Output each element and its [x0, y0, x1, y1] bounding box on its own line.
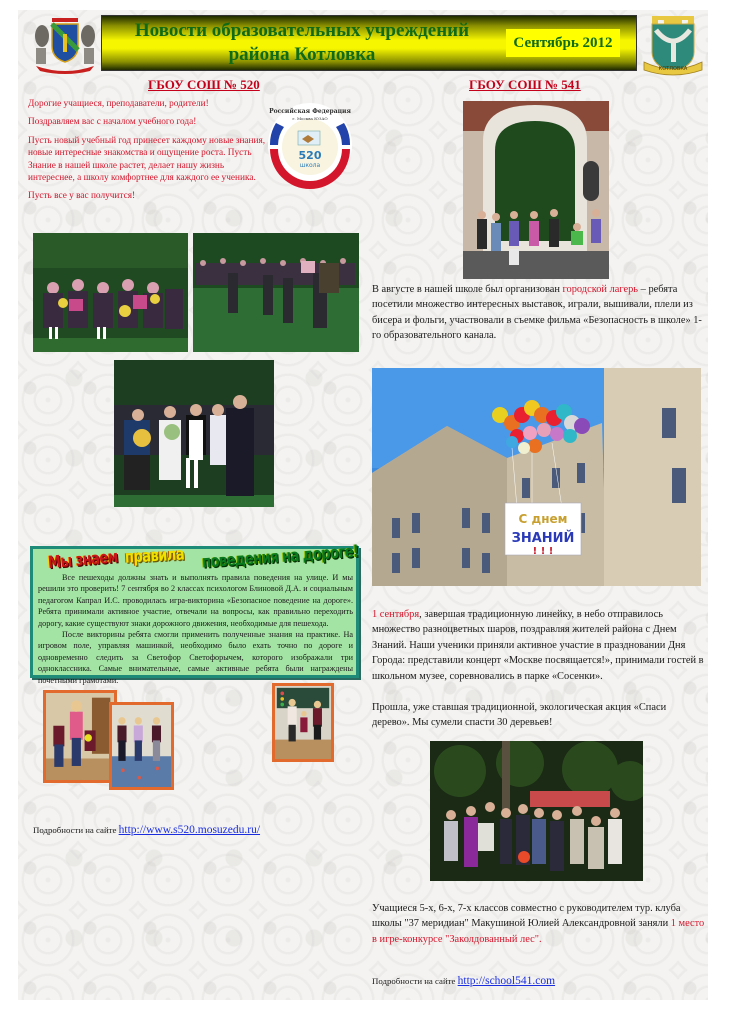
wordart-we-know: Мы знаем: [47, 547, 119, 574]
coat-of-arms-kotlovka-icon: [640, 12, 706, 80]
quiz-teacher-with-children-photo: [43, 690, 117, 783]
road-safety-paragraph-2: После викторины ребята смогли применить полученные знания на практике. На игровом поле, управляя машинкой, необходимо было ехать точно по дороге и одновременно следить за Светофор Светофорычем, которого изображали три одноклассника. Самые внимательные, самые активные ребята были награждены почетными грамотами.: [38, 630, 353, 685]
school-541-website-link[interactable]: http://school541.com: [457, 975, 556, 987]
summer-camp-text: [372, 282, 705, 344]
svg-text:ЗНАНИЙ: ЗНАНИЙ: [511, 531, 575, 546]
camp-text-intro: В августе в нашей школе был организован: [372, 284, 563, 295]
school-541-heading[interactable]: ГБОУ СОШ № 541: [469, 77, 581, 92]
svg-text:С днем: С днем: [518, 512, 568, 526]
sept-text-body: , завершая традиционную линейку, в небо отправилось множество разноцветных шаров, поздравляя жителей района с Днем Знаний. Наши ученики приняли активное участие в праздновании Дня Города: представили концерт «Москве посвящается!», принимали гостей в школьном музее, соревновались в парке «Сосенки».: [372, 609, 704, 682]
tour-club-text: [372, 901, 705, 947]
eco-action-text: Прошла, уже ставшая традиционной, экологическая акция «Спаси дерево». Мы сумели спасти 30 деревьев!: [372, 702, 667, 729]
school-541-details: [372, 974, 705, 989]
school-520-logo: [266, 101, 354, 189]
newsletter-banner: [101, 15, 637, 71]
graduates-with-flowers-photo: [114, 360, 274, 507]
details-label: Подробности на сайте: [372, 976, 458, 986]
greeting-line-3: Пусть новый учебный год принесет каждому новые знания, новые интересные знакомства и ощущение роста. Пусть Знание в нашей школе растет, делает нашу жизнь интереснее, а школу комфортнее для каждого ее ученика.: [28, 135, 266, 184]
camp-text-highlight: городской лагерь: [562, 284, 639, 295]
coat-of-arms-left-icon: [28, 14, 102, 74]
quiz-game-field-photo: [109, 702, 174, 790]
greeting-line-4: Пусть все у вас получится!: [28, 191, 136, 202]
enchanted-forest-group-photo: [430, 741, 643, 881]
summer-camp-group-at-gate-photo: [463, 101, 609, 279]
camp-text-body: – ребята посетили множество интересных выставок, играли, вышивали, плели из бисера и фольги, участвовали в съемке фильма «Безопасность в школе» 1-го образовательного канала.: [372, 284, 702, 342]
knowledge-day-text: [372, 607, 705, 684]
students-march-on-field-photo: [193, 233, 359, 352]
greeting-block: [28, 98, 268, 209]
issue-date-badge: Сентябрь 2012: [506, 29, 620, 57]
svg-text:520: 520: [298, 149, 322, 162]
club-text-body: Учащиеся 5-х, 6-х, 7-х классов совместно с руководителем тур. клуба школы "37 меридиан" Макушиной Юлией Александровной заняли: [372, 903, 681, 930]
school-520-details: [33, 823, 353, 838]
details-label: Подробности на сайте: [33, 825, 119, 835]
svg-text:г. Москва ЮЗАО: г. Москва ЮЗАО: [292, 116, 328, 121]
knowledge-day-balloons-photo: [372, 368, 701, 586]
wordart-rules: правила: [124, 545, 185, 568]
school-520-website-link[interactable]: http://www.s520.mosuzedu.ru/: [118, 824, 261, 836]
svg-text:школа: школа: [299, 162, 321, 169]
road-safety-text: [38, 572, 353, 686]
title-line-1: Новости образовательных учреждений: [134, 20, 470, 41]
school-520-heading[interactable]: ГБОУ СОШ № 520: [148, 77, 260, 92]
first-grade-line-ceremony-photo: [33, 233, 188, 352]
sept-date-highlight: 1 сентября: [372, 609, 420, 620]
road-safety-paragraph-1: Все пешеходы должны знать и выполнять правила поведения на улице. И мы решили это проверить! 7 сентября во 2 классах психологом Блиновой Д.А. и социальным педагогом Капрал И.С. проводилась игра-викторина «Безопасное поведение на дороге». Ребята принимали активное участие, отвечали на вопросы, как правильно переходить дорогу, какие существуют знаки дорожного движения, необходимые для пешехода.: [38, 573, 353, 628]
wordart-road-behavior: поведения на дороге!: [201, 542, 360, 573]
quiz-traffic-light-kids-photo: [272, 683, 334, 762]
greeting-line-1: Дорогие учащиеся, преподаватели, родители!: [28, 99, 209, 109]
newsletter-title: [102, 19, 502, 67]
svg-text:! ! !: ! ! !: [532, 546, 554, 557]
svg-text:КОТЛОВКА: КОТЛОВКА: [658, 66, 688, 72]
greeting-line-2: Поздравляем вас с началом учебного года!: [28, 117, 197, 128]
svg-text:Российская Федерация: Российская Федерация: [269, 108, 351, 115]
club-result-highlight: 1 место в игре-конкурсе "Заколдованный лес".: [372, 918, 705, 945]
title-line-2: района Котловка: [228, 44, 376, 65]
